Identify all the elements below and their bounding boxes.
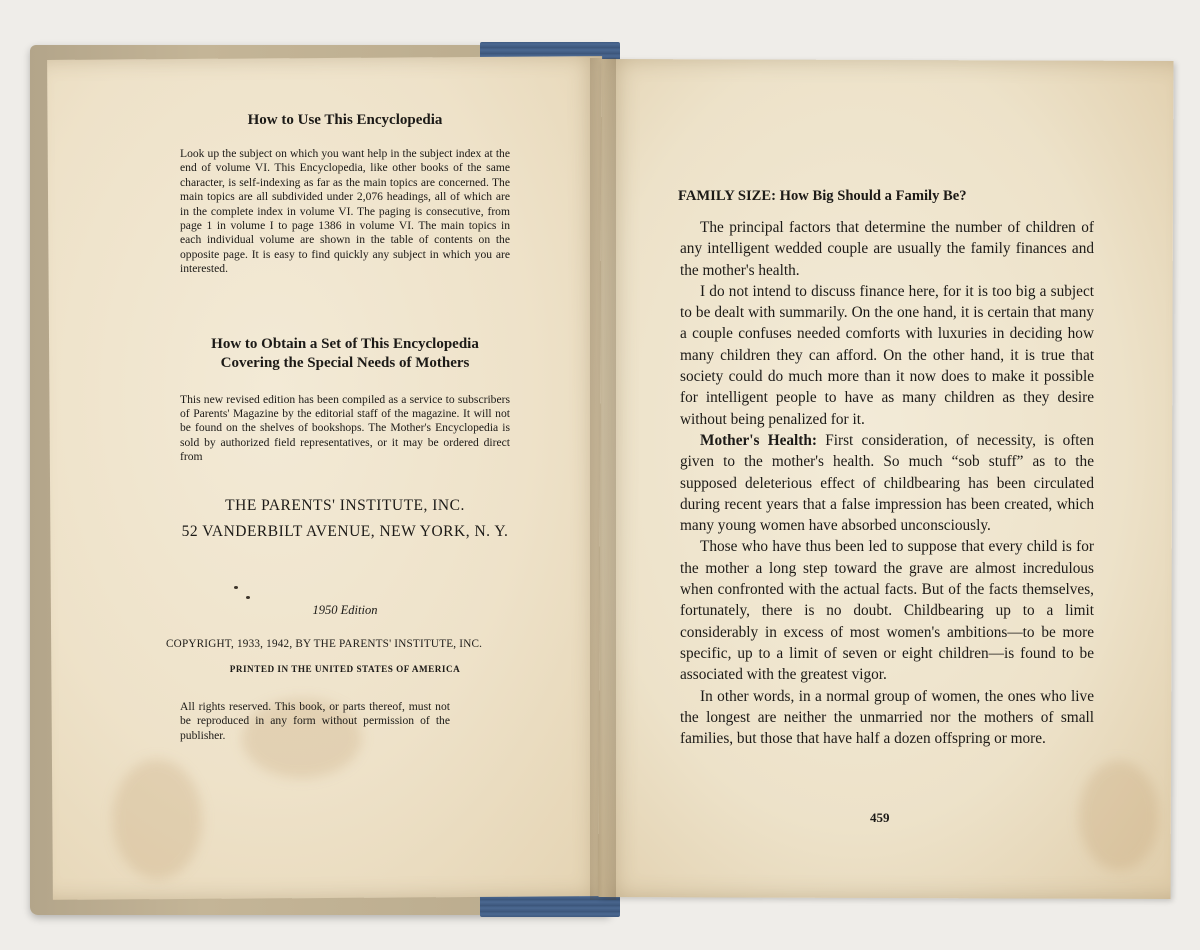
publisher-name: THE PARENTS' INSTITUTE, INC. bbox=[225, 496, 465, 514]
article-paragraph-3 bbox=[680, 430, 1094, 536]
right-page-content bbox=[678, 188, 1094, 825]
mothers-health-subheading: Mother's Health: bbox=[700, 431, 817, 449]
printed-in-line: PRINTED IN THE UNITED STATES OF AMERICA bbox=[229, 663, 461, 674]
article-paragraph-1: The principal factors that determine the number of children of any intelligent wedded couple are usually the family finances and the mother's health. bbox=[680, 219, 1094, 279]
heading-how-to-obtain-line2: Covering the Special Needs of Mothers bbox=[220, 354, 470, 371]
page-stain bbox=[1079, 761, 1159, 871]
article-paragraph-4: Those who have thus been led to suppose that every child is for the mother a long step toward the grave are almost incredulous when confronted with the actual facts. But of the facts themselves, fortunately, there is no doubt. Childbearing up to a limit considerably in excess of most women's ambitions—to be more specific, up to a limit of seven or eight children—is found to be associated with the greatest vigor. bbox=[680, 538, 1094, 684]
page-stain bbox=[112, 759, 203, 880]
left-page-content bbox=[166, 112, 510, 743]
article-paragraph-2: I do not intend to discuss finance here, for it is too big a subject to be dealt with summarily. On the one hand, it is certain that many a couple confuses needed comforts with luxuries in deciding how many children they can afford. On the other hand, it is true that society could do much more than it now does to make it possible for intelligent people to have as many children as they desire without being penalized for it. bbox=[680, 282, 1094, 428]
article-paragraph-3-text: First consideration, of necessity, is often given to the mother's health. So much “sob stuff” as to the supposed deleterious effect of childbearing has been circulated during recent years that a false impression has been created, which many young women have absorbed unconsciously. bbox=[680, 431, 1094, 535]
ink-speck bbox=[234, 586, 238, 589]
article-paragraph-5: In other words, in a normal group of women, the ones who live the longest are neither the unmarried nor the mothers of small families, but those that have half a dozen offspring or more. bbox=[680, 687, 1094, 748]
heading-how-to-obtain-line1: How to Obtain a Set of This Encyclopedia bbox=[211, 335, 479, 352]
how-to-obtain-paragraph: This new revised edition has been compiled as a service to subscribers of Parents' Magazine by the editorial staff of the magazine. It will not be found on the shelves of bookshops. The Mother's Encyclopedia is sold by authorized field representatives, or it may be ordered direct from bbox=[180, 392, 510, 464]
how-to-use-paragraph: Look up the subject on which you want help in the subject index at the end of volume VI. This Encyclopedia, like other books of the same character, is self-indexing as far as the main topics are concerned. The main topics are all subdivided under 2,076 headings, all of which are in the complete index in volume VI. The paging is consecutive, from page 1 in volume I to page 1386 in volume VI. The main topics in each individual volume are shown in the table of contents on the opposite page. It is easy to find quickly any subject in which you are interested. bbox=[180, 147, 510, 276]
page-number: 459 bbox=[870, 810, 890, 825]
heading-how-to-obtain bbox=[180, 335, 510, 373]
edition-label: 1950 Edition bbox=[312, 602, 378, 617]
publisher-address: 52 VANDERBILT AVENUE, NEW YORK, N. Y. bbox=[181, 522, 509, 540]
heading-how-to-use: How to Use This Encyclopedia bbox=[247, 112, 443, 128]
rights-paragraph: All rights reserved. This book, or parts thereof, must not be reproduced in any form without permission of the publisher. bbox=[180, 699, 450, 742]
book-gutter bbox=[590, 58, 616, 900]
article-title: FAMILY SIZE: How Big Should a Family Be? bbox=[678, 188, 967, 204]
copyright-line: COPYRIGHT, 1933, 1942, BY THE PARENTS' INSTITUTE, INC. bbox=[166, 637, 483, 650]
ink-speck bbox=[246, 596, 250, 599]
